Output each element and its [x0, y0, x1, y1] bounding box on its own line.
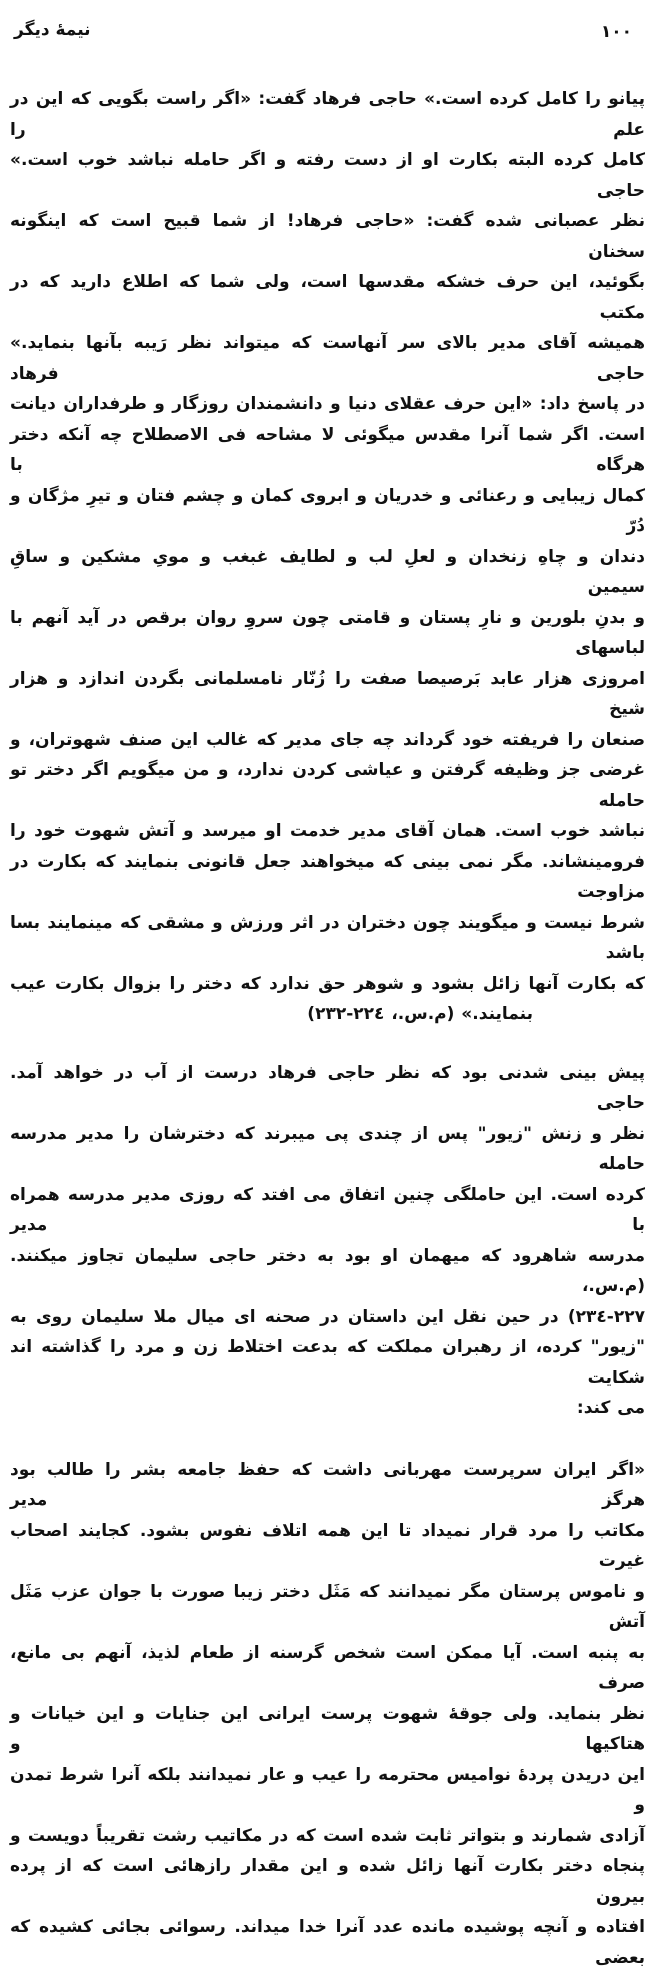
text-line: صنعان را فریفته خود گرداند چه جای مدیر که غالب این صنف شهوتران، و	[10, 725, 645, 756]
text-line: «اگر ایران سرپرست مهربانی داشت که حفظ جامعه بشر را طالب بود هرگز مدیر	[10, 1455, 645, 1516]
text-line: پیانو را کامل کرده است.» حاجی فرهاد گفت: «اگر راست بگویی که این در علم را	[10, 84, 645, 145]
text-line: افتاده و آنچه پوشیده مانده عدد آنرا خدا میداند. رسوائی بجائی کشیده که بعضی	[10, 1912, 645, 1973]
text-line: بنمایند.» (م.س.، ٢٢٤-٢٣٢)	[10, 999, 645, 1030]
text-line: همیشه آقای مدیر بالای سر آنهاست که میتواند نظر رَیبه بآنها بنماید.» حاجی فرهاد	[10, 328, 645, 389]
paragraph-dialogue-quote	[10, 84, 645, 1030]
text-line: و ناموس پرستان مگر نمیدانند که مَثَل دختر زیبا صورت با جوان عزب مَثَل آتش	[10, 1577, 645, 1638]
text-line: مکاتب را مرد قرار نمیداد تا این همه اتلاف نفوس بشود. کجایند اصحاب غیرت	[10, 1516, 645, 1577]
text-line: که بکارت آنها زائل بشود و شوهر حق ندارد که دختر را بزوال بکارت عیب	[10, 969, 645, 1000]
text-line: پنجاه دختر بکارت آنها زائل شده و این مقدار رازهائی است که از پرده بیرون	[10, 1851, 645, 1912]
text-line: بگوئید، این حرف خشکه مقدسها است، ولی شما که اطلاع دارید که در مکتب	[10, 267, 645, 328]
text-line: پیش بینی شدنی بود که نظر حاجی فرهاد درست از آب در خواهد آمد. حاجی	[10, 1058, 645, 1119]
text-line: مدرسه شاهرود که میهمان او بود به دختر حاجی سلیمان تجاوز میکنند. (م.س.،	[10, 1241, 645, 1302]
text-line: به پنبه است. آیا ممکن است شخص گرسنه از طعام لذیذ، آنهم بی مانع، صرف	[10, 1638, 645, 1699]
text-line: و بدنِ بلورین و نارِ پستان و قامتی چون سروِ روان برقص در آید آنهم با لباسهای	[10, 603, 645, 664]
text-line: نباشد خوب است. همان آقای مدیر خدمت او میرسد و آتش شهوت خود را	[10, 816, 645, 847]
text-line: می کند:	[10, 1393, 645, 1424]
body-text	[10, 84, 645, 1973]
text-line: امروزی هزار عابد بَرصیصا صفت را زُنّار نامسلمانی بگردن اندازد و هزار شیخ	[10, 664, 645, 725]
text-line: آزادی شمارند و بتواتر ثابت شده است که در مکاتیب رشت تقریباً دویست و	[10, 1821, 645, 1852]
text-line: نظر عصبانی شده گفت: «حاجی فرهاد! از شما قبیح است که اینگونه سخنان	[10, 206, 645, 267]
text-line: دندان و چاهِ زنخدان و لعلِ لب و لطایف غبغب و مویِ مشکین و ساقِ سیمین	[10, 542, 645, 603]
paragraph-narrative	[10, 1058, 645, 1424]
page-header	[14, 16, 640, 50]
text-line: ٢٢٧-٢٣٤) در حین نقل این داستان در صحنه ای میال ملا سلیمان روی به	[10, 1302, 645, 1333]
text-line: شرط نیست و میگویند چون دختران در اثر ورزش و مشقی که مینمایند بسا باشد	[10, 908, 645, 969]
text-line: غرضی جز وظیفه گرفتن و عیاشی کردن ندارد، و من میگویم اگر دختر تو حامله	[10, 755, 645, 816]
page-number: ١٠٠	[601, 16, 640, 42]
text-line: کرده است. این حاملگی چنین اتفاق می افتد که روزی مدیر مدرسه همراه با مدیر	[10, 1180, 645, 1241]
text-line: این دریدن پردهٔ نوامیس محترمه را عیب و عار نمیدانند بلکه آنرا شرط تمدن و	[10, 1760, 645, 1821]
text-line: نظر و زنش "زیور" پس از چندی پی میبرند که دخترشان را مدیر مدرسه حامله	[10, 1119, 645, 1180]
text-line: فرومینشاند. مگر نمی بینی که میخواهند جعل قانونی بنمایند که بکارت در مزاوجت	[10, 847, 645, 908]
text-line: کامل کرده البته بکارت او از دست رفته و اگر حامله نباشد خوب است.» حاجی	[10, 145, 645, 206]
text-line: در پاسخ داد: «این حرف عقلای دنیا و دانشمندان روزگار و طرفداران دیانت	[10, 389, 645, 420]
paragraph-block-quote	[10, 1455, 645, 1973]
journal-title: نيمهٔ ديگر	[14, 16, 91, 40]
text-line: است. اگر شما آنرا مقدس میگوئی لا مشاحه فی الاصطلاح چه آنکه دختر هرگاه با	[10, 420, 645, 481]
text-line: "زیور" کرده، از رهبران مملکت که بدعت اختلاط زن و مرد را گذاشته اند شکایت	[10, 1332, 645, 1393]
text-line: کمال زیبایی و رعنائی و خدریان و ابروی کمان و چشم فتان و تیرِ مژگان و دُرّ	[10, 481, 645, 542]
text-line: نظر بنماید. ولی جوقهٔ شهوت پرست ایرانی این جنایات و این خیانات و هتاکیها و	[10, 1699, 645, 1760]
